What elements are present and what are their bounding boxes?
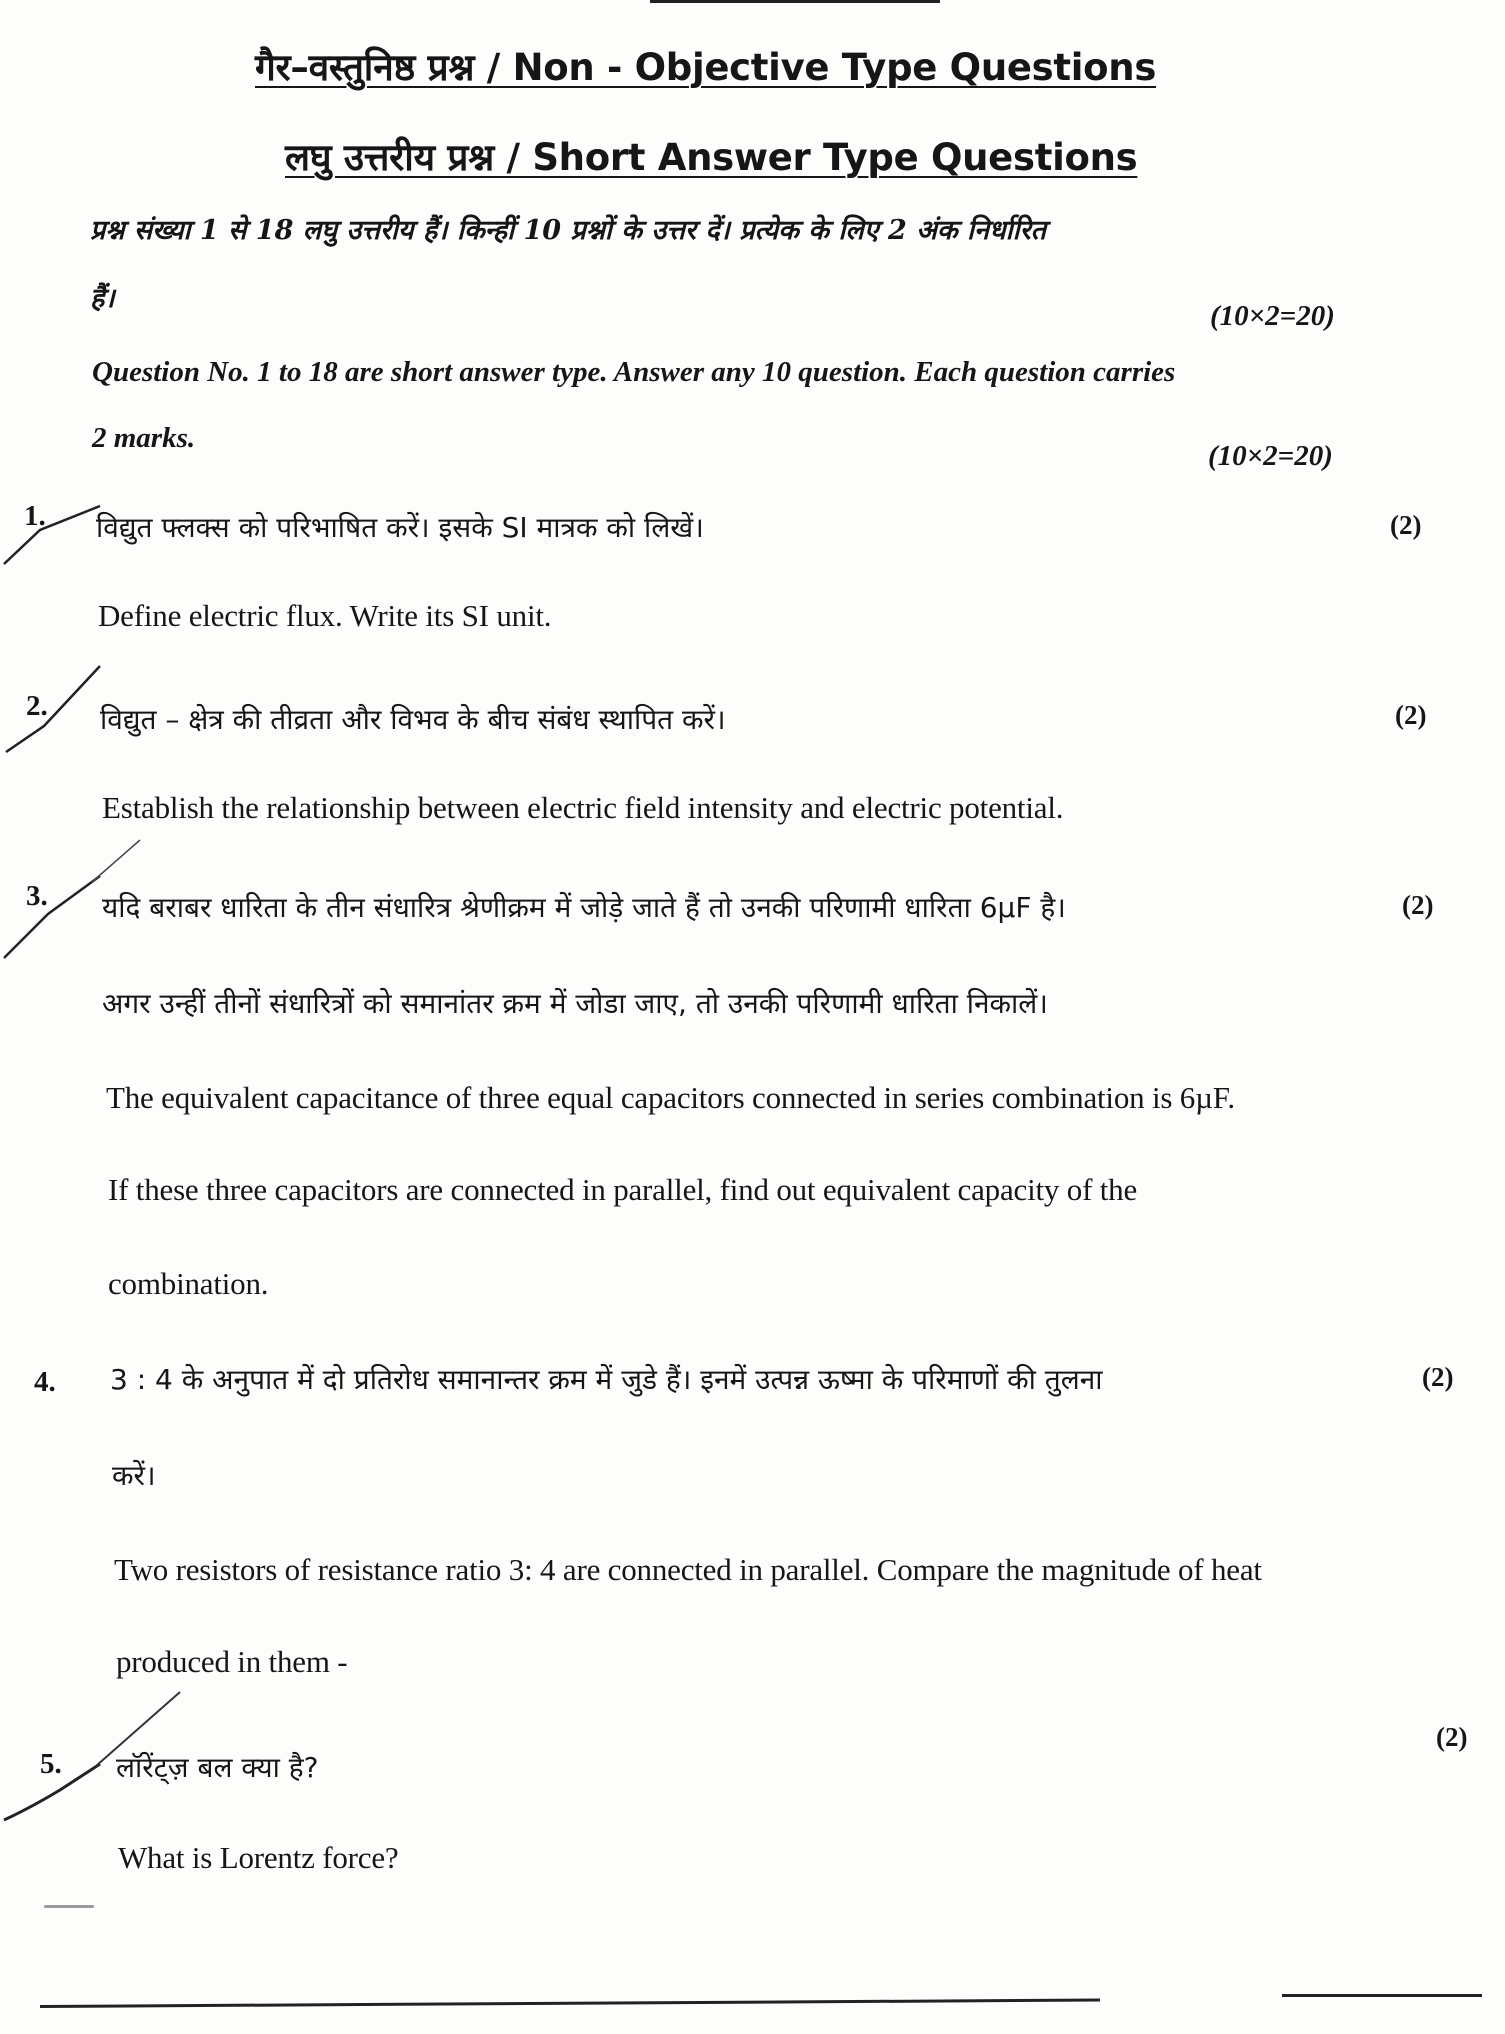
instruction-hindi-line2: हैं।	[90, 283, 115, 314]
instruction-hindi-marks: (10×2=20)	[1210, 300, 1335, 332]
section-title-non-objective: गैर–वस्तुनिष्ठ प्रश्न / Non - Objective Type Questions	[255, 46, 1157, 89]
section-title-short-answer: लघु उत्तरीय प्रश्न / Short Answer Type Questions	[285, 136, 1138, 179]
question-3-hindi-line1: यदि बराबर धारिता के तीन संधारित्र श्रेणीक्रम में जोड़े जाते हैं तो उनकी परिणामी धारिता 6µF है।	[102, 891, 1066, 924]
instruction-hindi-line1: प्रश्न संख्या 1 से 18 लघु उत्तरीय हैं। किन्हीं 10 प्रश्नों के उत्तर दें। प्रत्येक के लिए 2 अंक निर्धारित	[90, 215, 1047, 246]
question-4-hindi-line1: 3 : 4 के अनुपात में दो प्रतिरोध समानान्तर क्रम में जुडे हैं। इनमें उत्पन्न ऊष्मा के परिमाणों की तुलना	[110, 1363, 1103, 1396]
question-4-english-line2: produced in them -	[116, 1644, 348, 1679]
bottom-rule	[40, 1999, 1100, 2008]
question-2-hindi: विद्युत – क्षेत्र की तीव्रता और विभव के बीच संबंध स्थापित करें।	[100, 703, 726, 736]
question-number-1: 1.	[24, 500, 46, 532]
question-4-hindi-line2: करें।	[112, 1459, 156, 1492]
question-1-english: Define electric flux. Write its SI unit.	[98, 598, 552, 633]
question-4-marks: (2)	[1422, 1362, 1454, 1392]
question-4-english-line1: Two resistors of resistance ratio 3: 4 are connected in parallel. Compare the magnitude of heat	[114, 1552, 1262, 1587]
question-3-english-line2: If these three capacitors are connected in parallel, find out equivalent capacity of the	[108, 1172, 1138, 1207]
page-smudge	[44, 1905, 94, 1908]
question-number-2: 2.	[26, 690, 48, 722]
instruction-english-line1: Question No. 1 to 18 are short answer type. Answer any 10 question. Each question carries	[92, 356, 1176, 388]
instruction-english-line2: 2 marks.	[92, 422, 196, 454]
question-number-3: 3.	[26, 880, 48, 912]
question-3-marks: (2)	[1402, 890, 1434, 920]
question-5-english: What is Lorentz force?	[118, 1840, 399, 1875]
question-5-hindi: लॉरेंट्ज़ बल क्या है?	[116, 1751, 319, 1784]
check-mark-icon	[2, 660, 112, 760]
question-2-marks: (2)	[1395, 700, 1427, 730]
question-3-english-line1: The equivalent capacitance of three equal capacitors connected in series combination is 6µF.	[106, 1080, 1235, 1115]
question-1-marks: (2)	[1390, 510, 1422, 540]
question-5-marks: (2)	[1436, 1722, 1468, 1752]
instruction-english-marks: (10×2=20)	[1208, 440, 1333, 472]
check-mark-icon	[0, 500, 110, 570]
question-3-hindi-line2: अगर उन्हीं तीनों संधारित्रों को समानांतर क्रम में जोडा जाए, तो उनकी परिणामी धारिता निकालें।	[102, 987, 1048, 1020]
question-2-english: Establish the relationship between electric field intensity and electric potential.	[102, 790, 1064, 825]
question-number-4: 4.	[34, 1366, 56, 1398]
question-1-hindi: विद्युत फ्लक्स को परिभाषित करें। इसके SI मात्रक को लिखें।	[96, 511, 704, 544]
bottom-rule-right	[1282, 1994, 1482, 1997]
question-number-5: 5.	[40, 1748, 62, 1780]
question-3-english-line3: combination.	[108, 1266, 269, 1301]
top-rule	[650, 0, 940, 3]
